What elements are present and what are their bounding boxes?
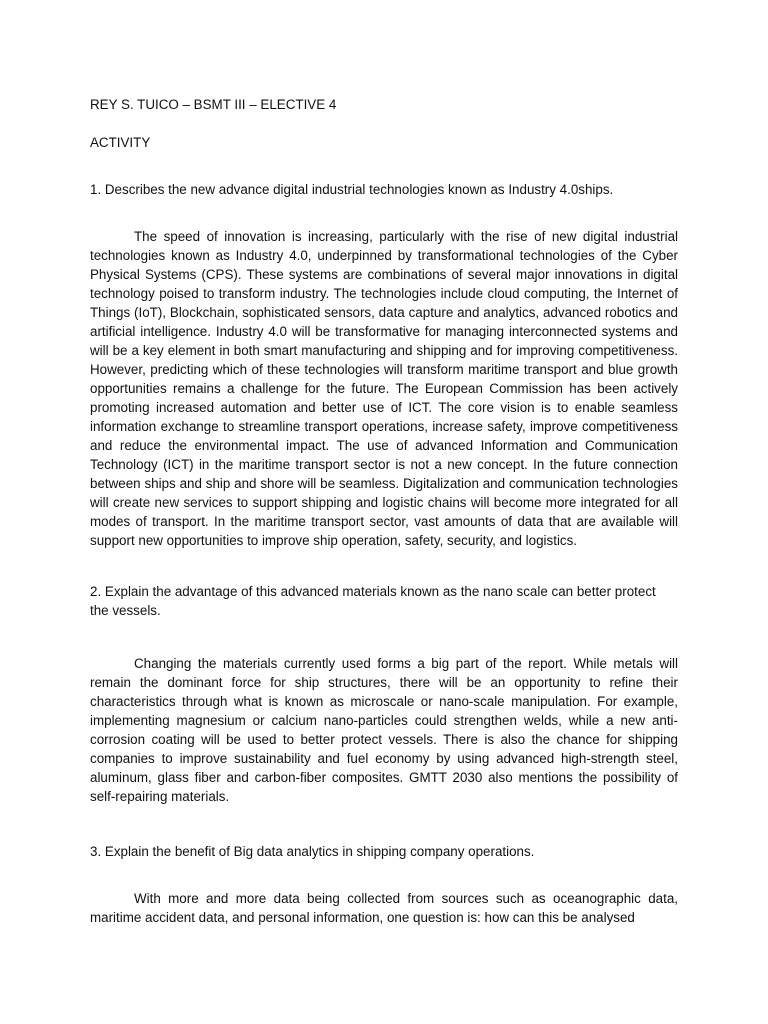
activity-heading: ACTIVITY [90,135,151,150]
question-2: 2. Explain the advantage of this advanced materials known as the nano scale can better protect the vessels. [90,584,656,618]
question-1: 1. Describes the new advance digital industrial technologies known as Industry 4.0ships. [90,182,614,197]
answer-3: With more and more data being collected from sources such as oceanographic data, maritime accident data, and personal information, one question is: how can this be analysed [90,891,678,925]
document-header: REY S. TUICO – BSMT III – ELECTIVE 4 [90,97,337,112]
answer-2: Changing the materials currently used forms a big part of the report. While metals will remain the dominant force for ship structures, there will be an opportunity to refine their characteristics through what is known as microscale or nano-scale manipulation. For example, implementing magnesium or calcium nano-particles could strengthen welds, while a new anti-corrosion coating will be used to better protect vessels. There is also the chance for shipping companies to improve sustainability and fuel economy by using advanced high-strength steel, aluminum, glass fiber and carbon-fiber composites. GMTT 2030 also mentions the possibility of self-repairing materials. [90,656,678,804]
question-3: 3. Explain the benefit of Big data analytics in shipping company operations. [90,844,535,859]
answer-1: The speed of innovation is increasing, particularly with the rise of new digital industrial technologies known as Industry 4.0, underpinned by transformational technologies of the Cyber Physical Systems (CPS). These systems are combinations of several major innovations in digital technology poised to transform industry. The technologies include cloud computing, the Internet of Things (IoT), Blockchain, sophisticated sensors, data capture and analytics, advanced robotics and artificial intelligence. Industry 4.0 will be transformative for managing interconnected systems and will be a key element in both smart manufacturing and shipping and for improving competitiveness. However, predicting which of these technologies will transform maritime transport and blue growth opportunities remains a challenge for the future. The European Commission has been actively promoting increased automation and better use of ICT. The core vision is to enable seamless information exchange to streamline transport operations, increase safety, improve competitiveness and reduce the environmental impact. The use of advanced Information and Communication Technology (ICT) in the maritime transport sector is not a new concept. In the future connection between ships and ship and shore will be seamless. Digitalization and communication technologies will create new services to support shipping and logistic chains will become more integrated for all modes of transport. In the maritime transport sector, vast amounts of data that are available will support new opportunities to improve ship operation, safety, security, and logistics. [90,229,678,548]
